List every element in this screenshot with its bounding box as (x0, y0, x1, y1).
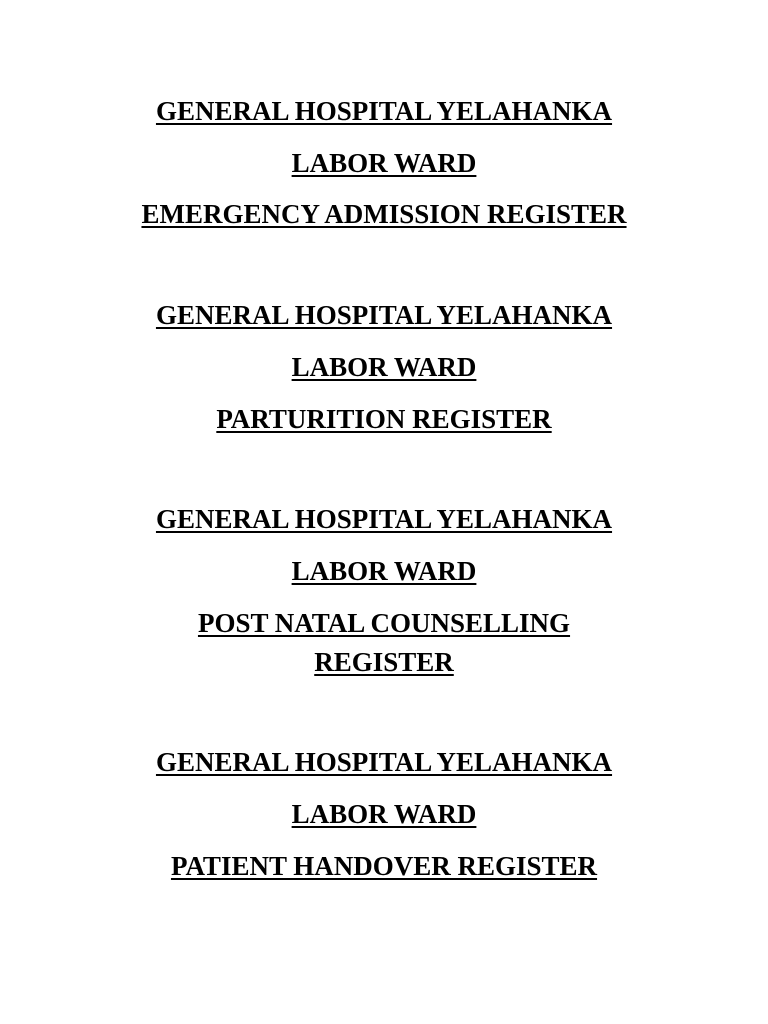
block-4-hospital-text: GENERAL HOSPITAL YELAHANKA (155, 747, 613, 777)
block-1-ward-heading (0, 148, 768, 178)
block-2-ward-heading (0, 352, 768, 382)
block-2-register-text: PARTURITION REGISTER (216, 404, 552, 434)
block-3-hospital-heading (0, 504, 768, 534)
block-1-register-text: EMERGENCY ADMISSION REGISTER (141, 199, 627, 229)
block-1-register-heading (0, 199, 768, 229)
block-3-ward-text: LABOR WARD (291, 556, 477, 586)
block-4-hospital-heading (0, 747, 768, 777)
block-4-register-heading (0, 851, 768, 881)
block-3-register-heading-line2 (0, 647, 768, 677)
block-2-ward-text: LABOR WARD (291, 352, 477, 382)
block-3-hospital-text: GENERAL HOSPITAL YELAHANKA (155, 504, 613, 534)
block-1-ward-text: LABOR WARD (291, 148, 477, 178)
block-3-ward-heading (0, 556, 768, 586)
block-2-hospital-text: GENERAL HOSPITAL YELAHANKA (155, 300, 613, 330)
block-3-register-heading-line1 (0, 608, 768, 638)
block-3-register-text-line1: POST NATAL COUNSELLING (197, 608, 571, 638)
block-1-hospital-text: GENERAL HOSPITAL YELAHANKA (155, 96, 613, 126)
block-2-hospital-heading (0, 300, 768, 330)
block-3-register-text-line2: REGISTER (314, 647, 454, 677)
block-4-ward-text: LABOR WARD (291, 799, 477, 829)
block-4-ward-heading (0, 799, 768, 829)
block-2-register-heading (0, 404, 768, 434)
block-1-hospital-heading (0, 96, 768, 126)
block-4-register-text: PATIENT HANDOVER REGISTER (170, 851, 598, 881)
